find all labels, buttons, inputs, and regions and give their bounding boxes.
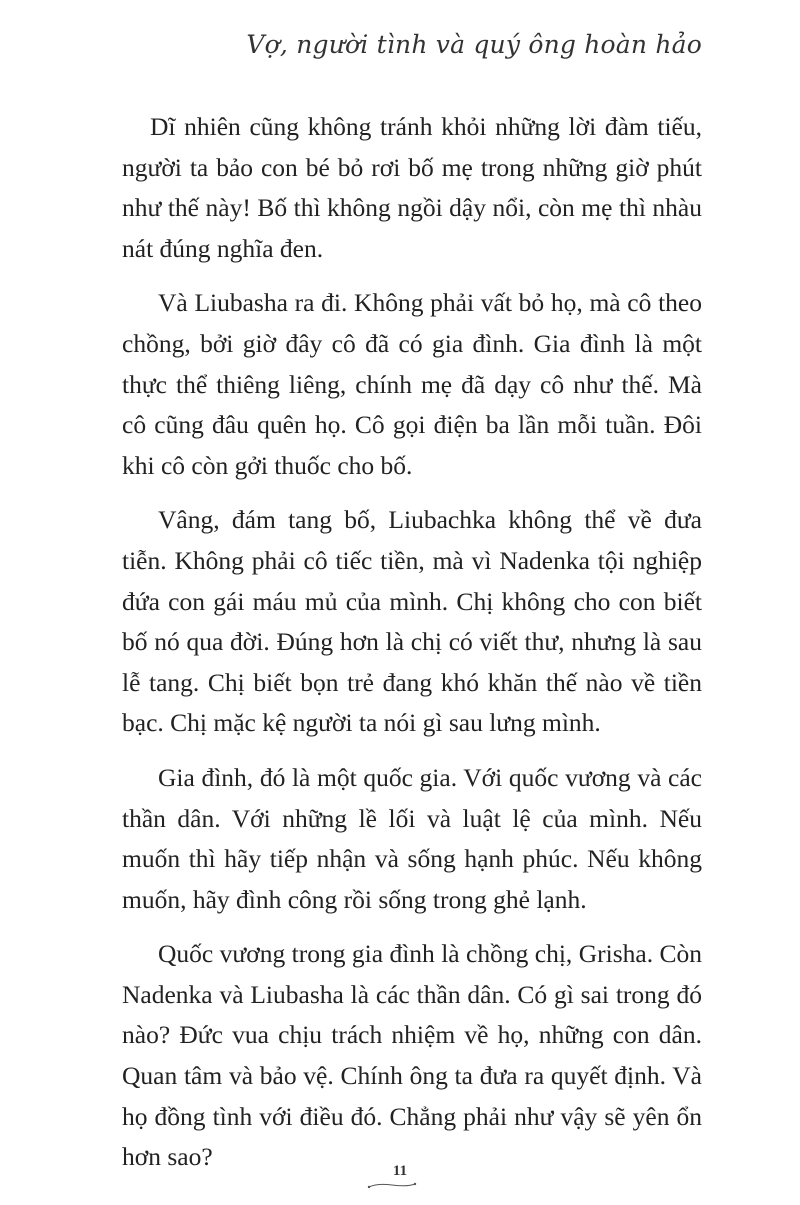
paragraph: Quốc vương trong gia đình là chồng chị, Grisha. Còn Nadenka và Liubasha là các thần dân. Có gì sai trong đó nào? Đức vua chịu trách nhiệm về họ, những con dân. Quan tâm và bảo vệ. Chính ông ta đưa ra quyết định. Và họ đồng tình với điều đó. Chẳng phải như vậy sẽ yên ổn hơn sao? — [122, 939, 702, 1172]
paragraph: Gia đình, đó là một quốc gia. Với quốc vương và các thần dân. Với những lề lối và luật lệ của mình. Nếu muốn thì hãy tiếp nhận và sống hạnh phúc. Nếu không muốn, hãy đình công rồi sống trong ghẻ lạnh. — [122, 762, 702, 914]
paragraph: Và Liubasha ra đi. Không phải vất bỏ họ, mà cô theo chồng, bởi giờ đây cô đã có gia đình. Gia đình là một thực thể thiêng liêng, chính mẹ đã dạy cô như thế. Mà cô cũng đâu quên họ. Cô gọi điện ba lần mỗi tuần. Đôi khi cô còn gởi thuốc cho bố. — [122, 288, 702, 480]
paragraph: Vâng, đám tang bố, Liubachka không thể về đưa tiễn. Không phải cô tiếc tiền, mà vì Nadenka tội nghiệp đứa con gái máu mủ của mình. Chị không cho con biết bố nó qua đời. Đúng hơn là chị có viết thư, nhưng là sau lễ tang. Chị biết bọn trẻ đang khó khăn thế nào về tiền bạc. Chị mặc kệ người ta nói gì sau lưng mình. — [122, 505, 702, 738]
paragraph: Dĩ nhiên cũng không tránh khỏi những lời đàm tiếu, người ta bảo con bé bỏ rơi bố mẹ trong những giờ phút như thế này! Bố thì không ngồi dậy nổi, còn mẹ thì nhàu nát đúng nghĩa đen. — [122, 112, 702, 263]
body-text — [122, 107, 702, 1192]
page-number: 11 — [392, 1163, 408, 1179]
running-header-title: Vợ, người tình và quý ông hoàn hảo — [246, 30, 702, 59]
page-ornament-icon — [367, 1182, 417, 1190]
